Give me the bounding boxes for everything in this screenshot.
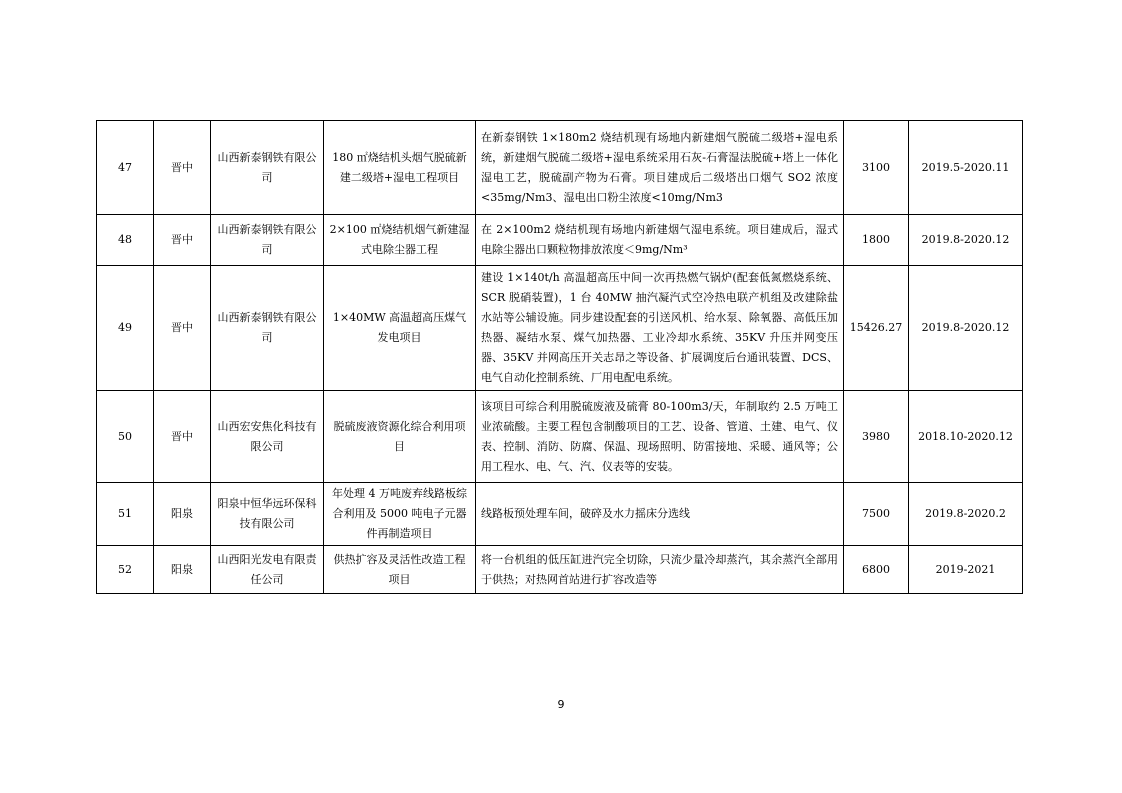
row-number: 48: [97, 215, 154, 266]
project-name: 1×40MW 高温超高压煤气发电项目: [324, 266, 476, 391]
row-number: 50: [97, 391, 154, 483]
investment-amount: 15426.27: [844, 266, 909, 391]
company-name: 山西新泰钢铁有限公司: [211, 215, 324, 266]
project-name: 供热扩容及灵活性改造工程项目: [324, 546, 476, 594]
construction-period: 2018.10-2020.12: [909, 391, 1023, 483]
project-content: 将一台机组的低压缸进汽完全切除，只流少量冷却蒸汽，其余蒸汽全部用于供热；对热网首站进行扩容改造等: [476, 546, 844, 594]
row-number: 49: [97, 266, 154, 391]
table-row: [97, 266, 1023, 391]
row-number: 51: [97, 483, 154, 546]
investment-amount: 7500: [844, 483, 909, 546]
project-content: 线路板预处理车间，破碎及水力摇床分选线: [476, 483, 844, 546]
company-name: 山西宏安焦化科技有限公司: [211, 391, 324, 483]
region: 晋中: [154, 121, 211, 215]
region: 晋中: [154, 266, 211, 391]
project-name: 年处理 4 万吨废弃线路板综合利用及 5000 吨电子元器件再制造项目: [324, 483, 476, 546]
construction-period: 2019.8-2020.2: [909, 483, 1023, 546]
investment-amount: 3100: [844, 121, 909, 215]
investment-amount: 6800: [844, 546, 909, 594]
table-row: [97, 546, 1023, 594]
company-name: 山西新泰钢铁有限公司: [211, 121, 324, 215]
project-content: 建设 1×140t/h 高温超高压中间一次再热燃气锅炉(配套低氮燃烧系统、SCR 脱硝装置)，1 台 40MW 抽汽凝汽式空冷热电联产机组及改建除盐水站等公辅设施。同步建设配套的引送风机、给水泵、除氧器、高低压加热器、凝结水泵、煤气加热器、工业冷却水系统、35KV 升压并网变压器、35KV 并网高压开关志昂之等设备、扩展调度后台通讯装置、DCS、电气自动化控制系统、厂用电配电系统。: [476, 266, 844, 391]
project-content: 该项目可综合利用脱硫废液及硫膏 80-100m3/天，年制取约 2.5 万吨工业浓硫酸。主要工程包含制酸项目的工艺、设备、管道、土建、电气、仪表、控制、消防、防腐、保温、现场照明、防雷接地、采暖、通风等；公用工程水、电、气、汽、仪表等的安装。: [476, 391, 844, 483]
construction-period: 2019-2021: [909, 546, 1023, 594]
project-name: 2×100 ㎡烧结机烟气新建湿式电除尘器工程: [324, 215, 476, 266]
construction-period: 2019.8-2020.12: [909, 215, 1023, 266]
company-name: 山西新泰钢铁有限公司: [211, 266, 324, 391]
table-row: [97, 391, 1023, 483]
project-name: 180 ㎡烧结机头烟气脱硫新建二级塔+湿电工程项目: [324, 121, 476, 215]
table-row: [97, 121, 1023, 215]
row-number: 52: [97, 546, 154, 594]
construction-period: 2019.8-2020.12: [909, 266, 1023, 391]
table-row: [97, 215, 1023, 266]
page-number: 9: [557, 698, 565, 711]
investment-amount: 3980: [844, 391, 909, 483]
company-name: 山西阳光发电有限责任公司: [211, 546, 324, 594]
region: 晋中: [154, 215, 211, 266]
region: 晋中: [154, 391, 211, 483]
project-content: 在新泰钢铁 1×180m2 烧结机现有场地内新建烟气脱硫二级塔+湿电系统，新建烟气脱硫二级塔+湿电系统采用石灰-石膏湿法脱硫+塔上一体化湿电工艺，脱硫副产物为石膏。项目建成后二级塔出口烟气 SO2 浓度<35mg/Nm3、湿电出口粉尘浓度<10mg/Nm3: [476, 121, 844, 215]
project-name: 脱硫废液资源化综合利用项目: [324, 391, 476, 483]
construction-period: 2019.5-2020.11: [909, 121, 1023, 215]
table-row: [97, 483, 1023, 546]
project-content: 在 2×100m2 烧结机现有场地内新建烟气湿电系统。项目建成后，湿式电除尘器出口颗粒物排放浓度＜9mg/Nm³: [476, 215, 844, 266]
company-name: 阳泉中恒华远环保科技有限公司: [211, 483, 324, 546]
region: 阳泉: [154, 546, 211, 594]
project-table: [96, 120, 1023, 594]
region: 阳泉: [154, 483, 211, 546]
investment-amount: 1800: [844, 215, 909, 266]
row-number: 47: [97, 121, 154, 215]
